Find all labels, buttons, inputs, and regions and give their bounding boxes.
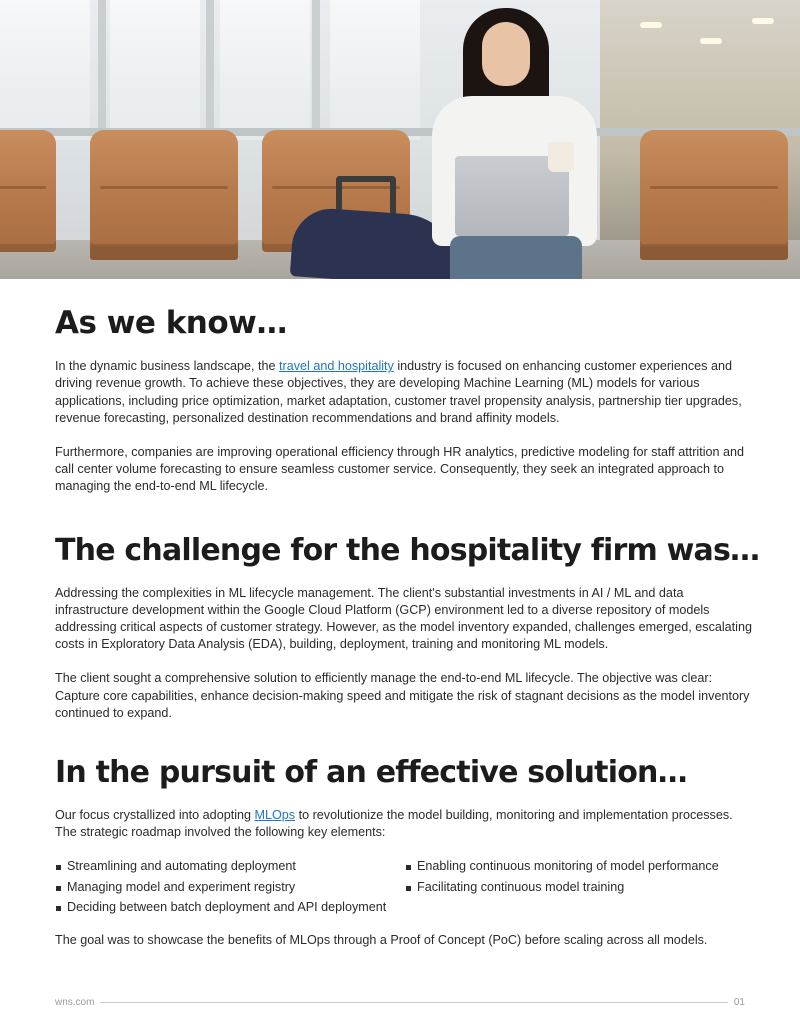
list-item: Streamlining and automating deployment <box>55 858 405 875</box>
footer-divider <box>100 1002 727 1003</box>
list-item: Managing model and experiment registry <box>55 879 405 896</box>
main-content <box>55 300 760 949</box>
roadmap-bullets <box>55 858 755 919</box>
list-item: Facilitating continuous model training <box>405 879 755 896</box>
challenge-paragraph-1: Addressing the complexities in ML lifecycle management. The client's substantial investments in AI / ML and data infrastructure development within the Google Cloud Platform (GCP) environment led to a diverse repository of models addressing critical aspects of customer strategy. However, as the model inventory expanded, challenges emerged, escalating costs in Exploratory Data Analysis (EDA), building, deployment, training and monitoring ML models. <box>55 585 752 652</box>
hero-photo <box>0 0 800 279</box>
ceiling-light <box>640 22 662 28</box>
window-pane <box>220 0 310 140</box>
travel-hospitality-link[interactable]: travel and hospitality <box>279 359 394 374</box>
seat-base <box>90 246 238 260</box>
window-pane <box>330 0 420 140</box>
ceiling-light <box>700 38 722 44</box>
seat <box>640 130 788 252</box>
footer-site-link[interactable]: wns.com <box>55 996 95 1008</box>
solution-paragraph-1 <box>55 807 755 841</box>
window-pane <box>110 0 200 140</box>
list-item: Deciding between batch deployment and API deployment <box>55 899 405 916</box>
list-item: Enabling continuous monitoring of model performance <box>405 858 755 875</box>
mlops-link[interactable]: MLOps <box>254 807 296 822</box>
know-p1-text-before: In the dynamic business landscape, the <box>55 359 280 374</box>
person-face <box>482 22 530 86</box>
goal-paragraph: The goal was to showcase the benefits of MLOps through a Proof of Concept (PoC) before scaling across all models. <box>55 932 708 947</box>
ceiling-light <box>752 18 774 24</box>
seat <box>0 130 56 252</box>
page-footer <box>55 994 745 1010</box>
know-paragraph-2: Furthermore, companies are improving operational efficiency through HR analytics, predictive modeling for staff attrition and call center volume forecasting to ensure seamless customer service. Consequently, they seek an integrated approach to managing the end-to-end ML lifecycle. <box>55 444 745 494</box>
seat <box>90 130 238 252</box>
window-pane <box>0 0 90 140</box>
heading-pursuit: In the pursuit of an effective solution… <box>55 754 687 790</box>
solution-p1-text-before: Our focus crystallized into adopting <box>55 807 255 822</box>
person-jeans <box>450 236 582 279</box>
seat-base <box>640 246 788 260</box>
know-paragraph-1 <box>55 358 755 427</box>
page-number: 01 <box>733 996 745 1008</box>
challenge-paragraph-2: The client sought a comprehensive solution to efficiently manage the end-to-end ML lifecycle. The objective was clear: Capture core capabilities, enhance decision-making speed and mitigate the risk of stagnant decisions as the model inventory continued to expand. <box>55 671 750 720</box>
heading-challenge: The challenge for the hospitality firm was… <box>55 532 760 568</box>
bullet-list-left <box>55 858 405 919</box>
solution-p1-text-after: to revolutionize the model building, monitoring and implementation processes. The strategic roadmap involved the following key elements: <box>55 807 733 840</box>
know-p1-text-after: industry is focused on enhancing customer experiences and driving revenue growth. To achieve these objectives, they are developing Machine Learning (ML) models for various applications, including price optimization, market adaptation, customer travel propensity analysis, partnership tier upgrades, revenue forecasting, personalized destination recommendations and brand affinity models. <box>55 359 742 425</box>
heading-as-we-know: As we know… <box>55 305 287 341</box>
bullet-list-right <box>405 858 755 919</box>
coffee-cup <box>548 142 574 172</box>
